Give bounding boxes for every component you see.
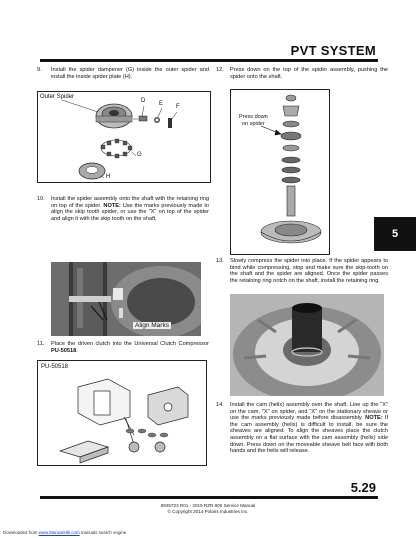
label-press-down: Press down on spider xyxy=(239,114,268,127)
page-number: 5.29 xyxy=(350,480,376,495)
label-outer-spider: Outer Spider xyxy=(40,94,75,100)
manualslib-link[interactable]: www.Manualslib.com xyxy=(38,530,80,535)
label-g: G xyxy=(137,152,142,158)
retaining-ring-photo xyxy=(230,294,384,396)
header-rule xyxy=(40,59,378,62)
label-e: E xyxy=(159,101,164,107)
section-title: PVT SYSTEM xyxy=(290,43,376,58)
photo-retaining-ring xyxy=(230,294,384,396)
footer-rule xyxy=(40,496,378,499)
clutch-compressor-diagram xyxy=(38,361,207,466)
press-arrow xyxy=(261,126,281,135)
step-12: 12. Press down on the top of the spider assembly, pushing the spider onto the shaft. xyxy=(216,67,388,80)
label-align-marks: Align Marks xyxy=(135,322,169,329)
step-9: 9. Install the spider dampener (G) inside the outer spider and install the inside spider plate (H). xyxy=(37,67,209,80)
spider-plate-part xyxy=(79,163,105,179)
step-10: 10. Install the spider assembly onto the shaft with the retaining ring on top of the spider. NOTE: Use the marks previously made to align the skip tooth spider, or use the "X" on top of the spider and align it with the skip tooth on the shaft. xyxy=(37,196,209,222)
step-11: 11. Place the driven clutch into the Universal Clutch Compressor PU-50518. xyxy=(37,341,209,354)
figure-clutch-compressor xyxy=(37,360,207,466)
footer-copyright: © Copyright 2014 Polaris Industries Inc. xyxy=(167,509,249,514)
label-d: D xyxy=(141,98,146,104)
label-f: F xyxy=(176,104,180,110)
step-13: 13. Slowly compress the spider into place. If the spider appears to bind while compressing, stop and make sure the skip-tooth on the shaft and the spider are aligned. Once the spider passes the retaining ring notch on the shaft, install the retaining ring. xyxy=(216,258,388,284)
align-marks-photo xyxy=(51,262,201,336)
footer-manual-id: 9925723 R01 - 2015 RZR 900 Service Manual xyxy=(160,503,256,508)
small-parts-def xyxy=(133,116,172,128)
spider-exploded-diagram xyxy=(38,92,211,183)
photo-align-marks xyxy=(51,262,201,336)
outer-spider-part xyxy=(96,104,132,128)
figure-spider-exploded xyxy=(37,91,211,183)
downloaded-from-note: Downloaded from www.Manualslib.com manuals search engine xyxy=(3,530,127,535)
label-h: H xyxy=(106,174,111,180)
step-14: 14. Install the cam (helix) assembly over the shaft. Line up the "X" on the cam, "X" on spider, and "X" on the stationary sheave or use the marks previously made before disassembly. NOTE: If the cam assembly (helix) is difficult to install, be sure the sheaves are aligned. To align the sheaves place the clutch assembly on a flat surface with the cam assembly (helix) side down. Press down on the moveable sheave belt face with both hands and the helix will release. xyxy=(216,402,388,455)
label-pu-50518: PU-50518 xyxy=(41,364,69,370)
chapter-tab: 5 xyxy=(374,217,416,251)
figure-press-spider xyxy=(230,89,330,255)
tool-small-parts xyxy=(126,429,168,437)
spider-dampener-part xyxy=(101,139,132,158)
